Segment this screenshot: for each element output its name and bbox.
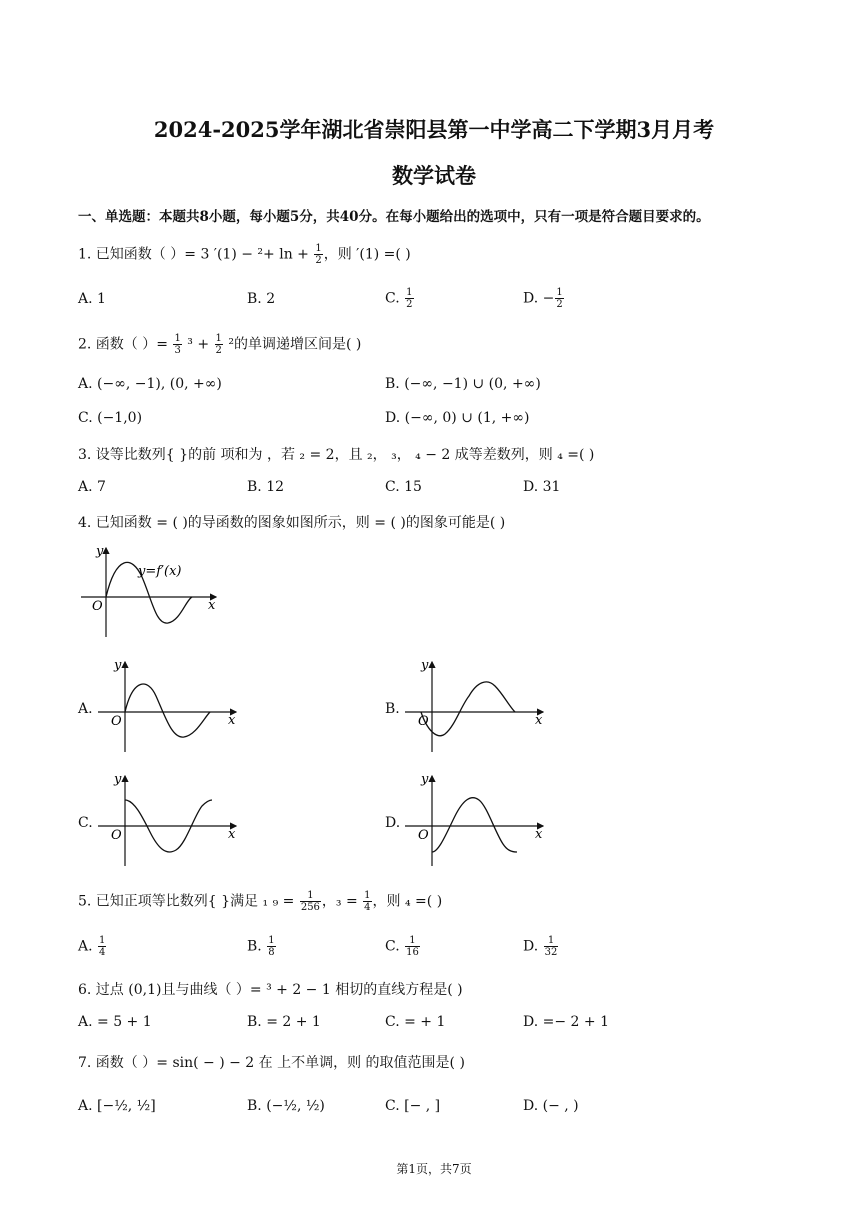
q5-option-b: B. $\frac{1}{8}$ [247, 935, 275, 958]
q7-option-d: D. (− , ) [523, 1098, 579, 1114]
q2-option-c: C. (−1,0) [78, 410, 143, 426]
q7-option-a: A. [−½, ½] [78, 1098, 156, 1114]
question-2: 2. 函数（ ）= $\frac{1}{3}$ ³ + $\frac{1}{2}$ ²的单调递增区间是( ) [78, 333, 362, 356]
title-line-1: 2024-2025学年湖北省崇阳县第一中学高二下学期3月月考 [153, 117, 715, 142]
q5-option-a: A. $\frac{1}{4}$ [78, 935, 106, 958]
q4-option-c-label: C. [78, 815, 93, 831]
question-3: 3. 设等比数列{ }的前 项和为 ，若 ₂ = 2，且 ₂， ₃， ₄ − 2 成等差数列，则 ₄ =( ) [78, 447, 595, 463]
svg-text:O: O [418, 714, 429, 729]
question-4: 4. 已知函数 = ( )的导函数的图象如图所示，则 = ( )的图象可能是( ) [78, 515, 506, 531]
svg-text:y: y [114, 658, 122, 673]
q6-option-c: C. = + 1 [385, 1014, 446, 1030]
svg-text:x: x [228, 713, 236, 728]
q5-option-d: D. $\frac{1}{32}$ [523, 935, 558, 958]
q1-option-c: C. $\frac{1}{2}$ [385, 287, 413, 310]
q5-option-c: C. $\frac{1}{16}$ [385, 935, 419, 958]
svg-text:y: y [114, 772, 122, 787]
q1-text-b: ，则 ′(1) =( ) [323, 246, 411, 263]
svg-text:y: y [421, 658, 429, 673]
q3-option-c: C. 15 [385, 479, 422, 495]
q4-option-b-label: B. [385, 701, 400, 717]
q6-option-b: B. = 2 + 1 [247, 1014, 321, 1030]
q4-option-a-label: A. [78, 701, 93, 717]
q6-option-a: A. = 5 + 1 [78, 1014, 152, 1030]
svg-text:O: O [111, 828, 122, 843]
q3-option-d: D. 31 [523, 479, 561, 495]
question-7: 7. 函数（ ）= sin( − ) − 2 在 上不单调，则 的取值范围是( ) [78, 1055, 465, 1071]
svg-text:x: x [535, 827, 543, 842]
q6-option-d: D. =− 2 + 1 [523, 1014, 609, 1030]
q3-option-b: B. 12 [247, 479, 285, 495]
q4-option-a-graph [96, 656, 246, 756]
q7-option-c: C. [− , ] [385, 1098, 441, 1114]
section-heading: 一、单选题：本题共8小题，每小题5分，共40分。在每小题给出的选项中，只有一项是符合题目要求的。 [78, 209, 710, 225]
graph-origin: O [92, 599, 103, 614]
q4-option-d-label: D. [385, 815, 401, 831]
q2-option-a: A. (−∞, −1), (0, +∞) [78, 376, 222, 392]
q3-option-a: A. 7 [78, 479, 106, 495]
question-5: 5. 已知正项等比数列{ }满足 ₁ ₉ = $\frac{1}{256}$ ，₃ = $\frac{1}{4}$ ，则 ₄ =( ) [78, 890, 443, 913]
q1-option-a: A. 1 [78, 291, 106, 307]
q4-option-d-graph [403, 770, 553, 870]
graph-axis-x: x [208, 598, 216, 613]
q2-option-d: D. (−∞, 0) ∪ (1, +∞) [385, 410, 530, 426]
svg-text:O: O [111, 714, 122, 729]
q1-option-d: D. − $\frac{1}{2}$ [523, 287, 563, 310]
derivative-graph [76, 540, 226, 640]
page-footer: 第1页，共7页 [396, 1162, 472, 1176]
q4-option-c-graph [96, 770, 246, 870]
q4-option-b-graph [403, 656, 553, 756]
q1-option-b: B. 2 [247, 291, 276, 307]
graph-axis-y: y [96, 544, 104, 559]
q1-frac: $\frac{1}{2}$ [315, 243, 322, 266]
q2-option-b: B. (−∞, −1) ∪ (0, +∞) [385, 376, 541, 392]
svg-text:O: O [418, 828, 429, 843]
svg-text:y: y [421, 772, 429, 787]
question-6: 6. 过点 (0,1)且与曲线（ ）= ³ + 2 − 1 相切的直线方程是( ) [78, 982, 463, 998]
graph-label: y=f′(x) [138, 564, 182, 579]
title-line-2: 数学试卷 [392, 163, 476, 188]
question-1 [78, 243, 411, 266]
svg-text:x: x [535, 713, 543, 728]
svg-text:x: x [228, 827, 236, 842]
q7-option-b: B. (−½, ½) [247, 1098, 325, 1114]
q1-text-a: 1. 已知函数（ ）= 3 ′(1) − ²+ ln + [78, 246, 314, 263]
